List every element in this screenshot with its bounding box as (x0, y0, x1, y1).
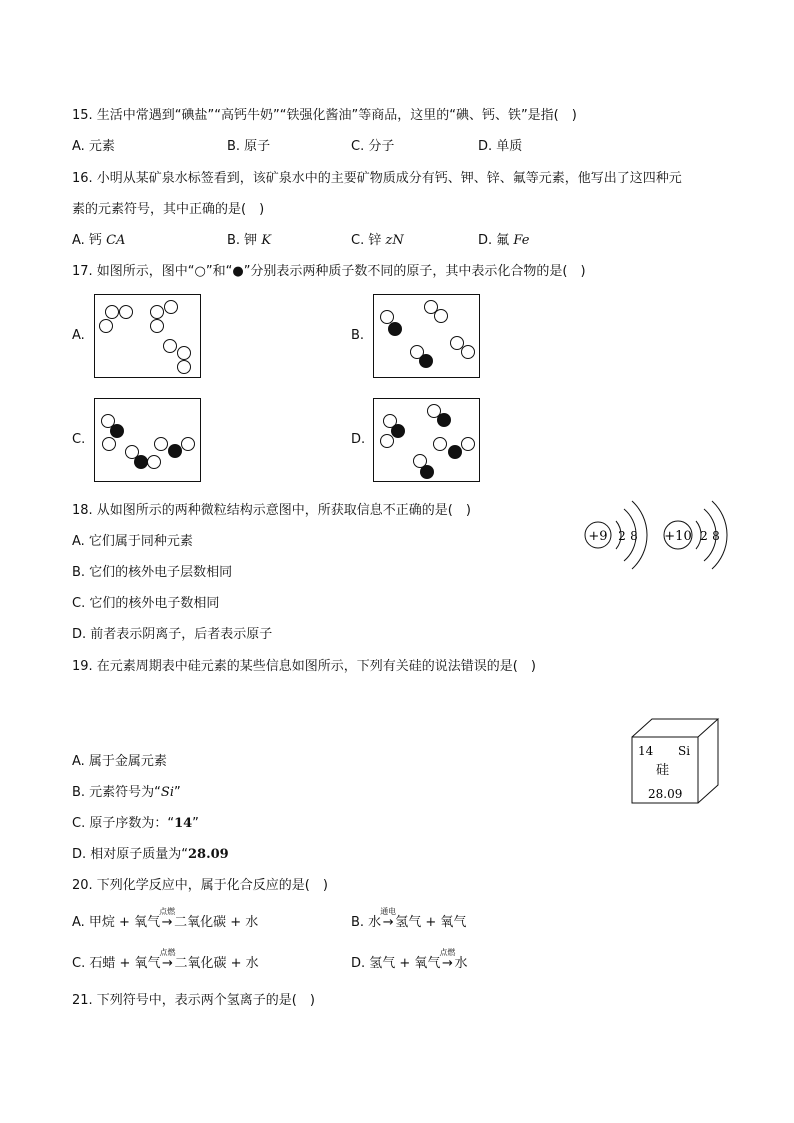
q18-diagram2-shell1: 2 (700, 529, 708, 543)
q18-diagram2-nucleus: +10 (664, 529, 692, 544)
q19-stem: 19. 在元素周期表中硅元素的某些信息如图所示，下列有关硅的说法错误的是( ) (72, 659, 536, 674)
q18-option-b: B. 它们的核外电子层数相同 (72, 565, 233, 580)
q18-atomic-structure-diagrams (572, 495, 732, 577)
q18-option-c: C. 它们的核外电子数相同 (72, 596, 220, 611)
q19-cell-name: 硅 (656, 763, 670, 778)
q18-diagram-2 (664, 501, 727, 569)
q18-diagram1-nucleus: +9 (588, 529, 608, 544)
q17-option-a-diagram (94, 294, 201, 378)
q18-diagram1-shell1: 2 (618, 529, 626, 543)
q19-cell-mass: 28.09 (648, 787, 683, 801)
q16-stem-line2: 素的元素符号，其中正确的是( ) (72, 202, 265, 217)
q20-option-d: D. 氢气 + 氧气 点燃 → 水 (351, 948, 468, 971)
q16-option-b: B. 钾 K (227, 233, 272, 248)
q19-cell-atomic-number: 14 (638, 744, 654, 758)
q18-diagram-1 (585, 501, 647, 569)
q19-option-c: C. 原子序数为：“14” (72, 816, 199, 831)
q20-stem: 20. 下列化学反应中，属于化合反应的是( ) (72, 878, 328, 893)
q15-option-b: B. 原子 (227, 139, 271, 154)
q19-cell-symbol: Si (678, 744, 691, 758)
q19-periodic-table-cell (630, 717, 722, 807)
q17-option-b-label: B. (351, 328, 365, 343)
q17-option-c-diagram (94, 398, 201, 482)
q15-option-d: D. 单质 (478, 139, 523, 154)
q20-c-condition: 点燃 (159, 948, 176, 957)
q16-option-d: D. 氟 Fe (478, 233, 530, 248)
q18-diagram1-shell2: 8 (630, 529, 638, 543)
q19-option-b: B. 元素符号为“Si” (72, 785, 181, 800)
q17-option-b-diagram (373, 294, 480, 378)
q17-stem: 17. 如图所示，图中“○”和“●”分别表示两种质子数不同的原子，其中表示化合物的是( ) (72, 264, 586, 279)
q18-option-a: A. 它们属于同种元素 (72, 534, 193, 549)
q18-diagram2-shell2: 8 (712, 529, 720, 543)
q15-stem: 15. 生活中常遇到“碘盐”“高钙牛奶”“铁强化酱油”等商品，这里的“碘、钙、铁”是指( ) (72, 108, 577, 123)
q21-stem: 21. 下列符号中，表示两个氢离子的是( ) (72, 993, 315, 1008)
q15-option-a: A. 元素 (72, 139, 115, 154)
q19-option-a: A. 属于金属元素 (72, 754, 167, 769)
q20-option-c: C. 石蜡 + 氧气 点燃 → 二氧化碳 + 水 (72, 948, 259, 971)
q16-option-c: C. 锌 zN (351, 233, 404, 248)
q15-option-c: C. 分子 (351, 139, 395, 154)
q19-option-d: D. 相对原子质量为“28.09 (72, 847, 229, 862)
q17-option-a-label: A. (72, 328, 85, 343)
q20-d-condition: 点燃 (439, 948, 456, 957)
q17-option-c-label: C. (72, 432, 86, 447)
q18-option-d: D. 前者表示阴离子，后者表示原子 (72, 627, 273, 642)
q20-a-condition: 点燃 (159, 907, 176, 916)
q17-option-d-diagram (373, 398, 480, 482)
q20-option-b: B. 水 通电 → 氢气 + 氧气 (351, 907, 467, 930)
q17-option-d-label: D. (351, 432, 366, 447)
q16-stem-line1: 16. 小明从某矿泉水标签看到，该矿泉水中的主要矿物质成分有钙、钾、锌、氟等元素，他写出了这四种元 (72, 171, 682, 186)
q18-stem: 18. 从如图所示的两种微粒结构示意图中，所获取信息不正确的是( ) (72, 503, 471, 518)
q20-option-a: A. 甲烷 + 氧气 点燃 → 二氧化碳 + 水 (72, 907, 259, 930)
q16-option-a: A. 钙 CA (72, 233, 126, 248)
q20-b-condition: 通电 (380, 907, 397, 916)
